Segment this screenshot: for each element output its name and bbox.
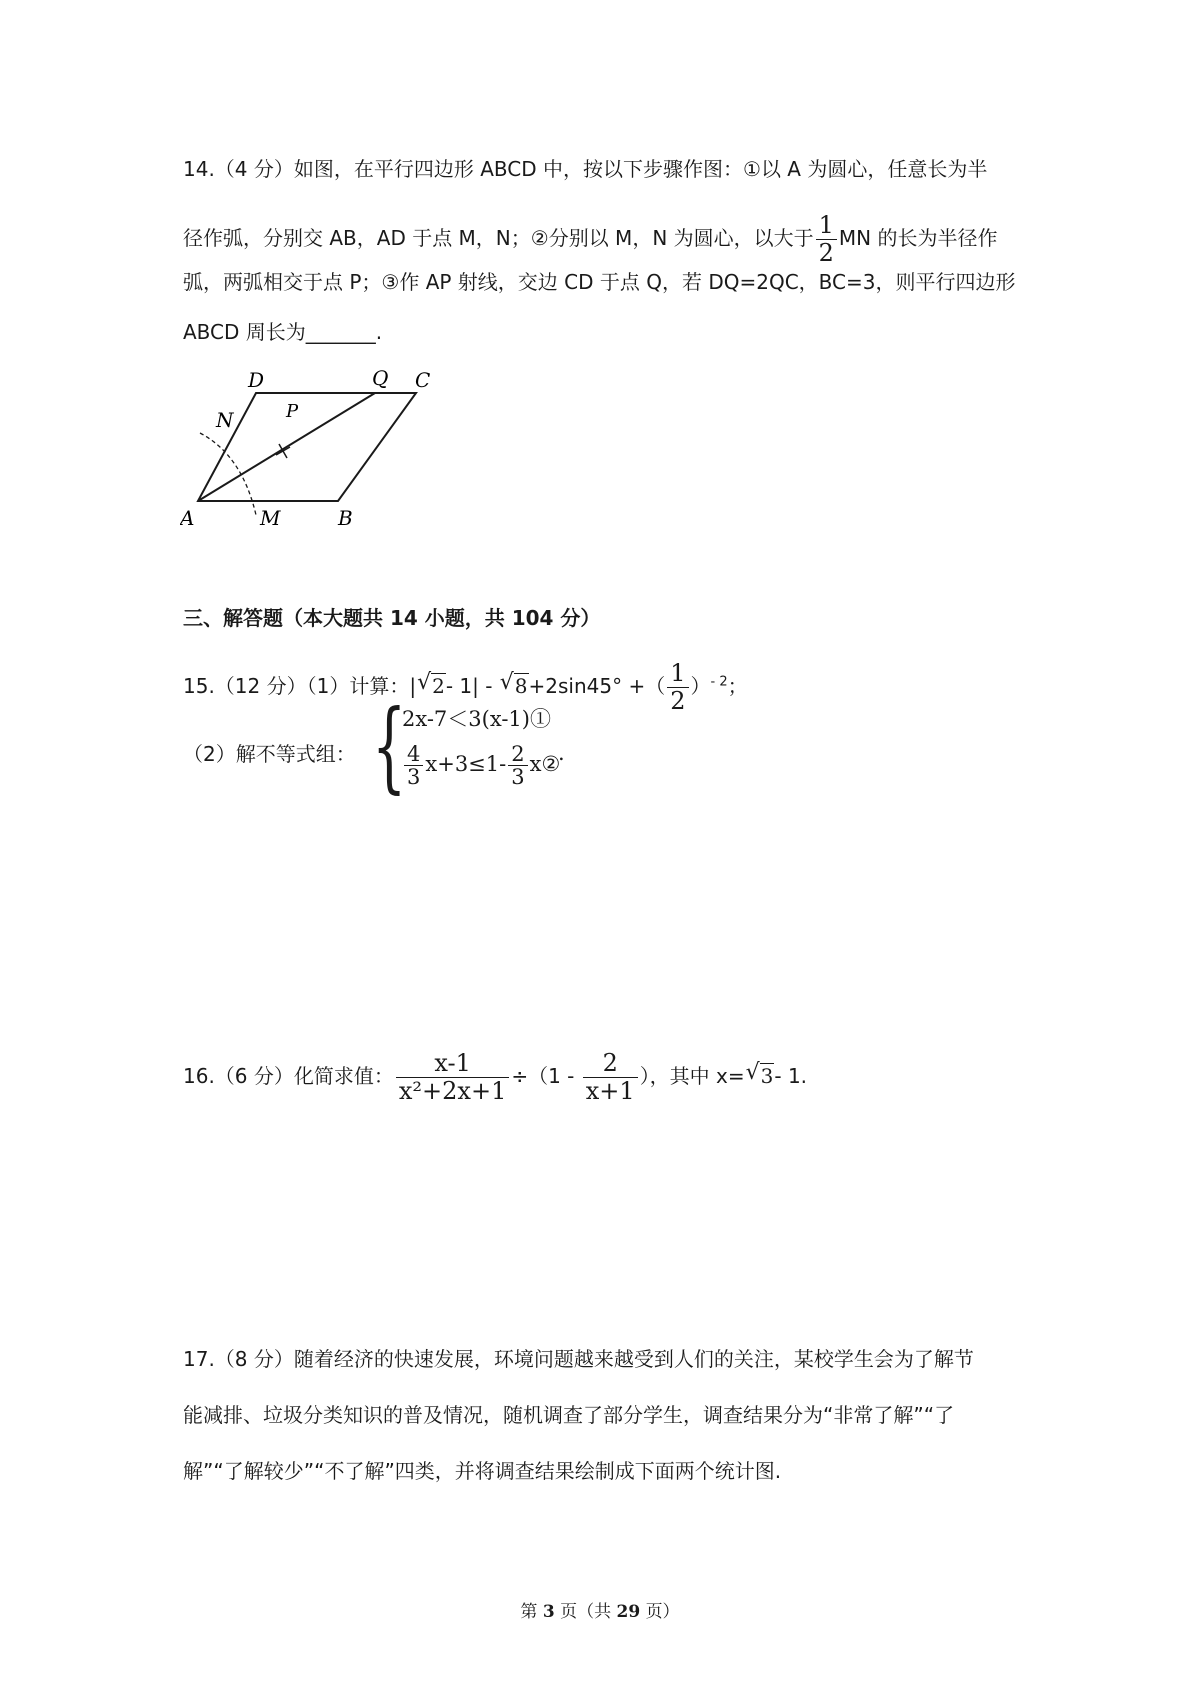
- q14-line3: 弧，两弧相交于点 P；③作 AP 射线，交边 CD 于点 Q，若 DQ=2QC，BC=3，则平行四边形: [183, 270, 1016, 294]
- q14-line2-a: 径作弧，分别交 AB，AD 于点 M，N；②分别以 M，N 为圆心，以大于: [183, 226, 814, 250]
- q16-prefix: 16.（6 分）化简求值：: [183, 1064, 394, 1088]
- label-q: Q: [372, 366, 389, 390]
- q14-frac-den: 2: [818, 239, 834, 267]
- inequality-1: 2x-7＜3(x-1)①: [402, 707, 551, 731]
- footer-post: 页）: [645, 1602, 680, 1622]
- q15-half-fraction: $\frac{1}{2}$: [667, 660, 688, 715]
- q15-part-c: ）: [690, 674, 711, 698]
- q15-part2-label: （2）解不等式组：: [183, 742, 356, 766]
- system-period: .: [558, 741, 565, 765]
- q15-part-b: +2sin45° +（: [528, 674, 666, 698]
- q15-part-a: - 1| -: [445, 674, 499, 698]
- ineq2-frac-2-3: $\frac{2}{3}$: [508, 743, 527, 788]
- q17-line3: 解”“了解较少”“不了解”四类，并将调查结果绘制成下面两个统计图.: [183, 1459, 782, 1483]
- inequality-2: [402, 743, 560, 788]
- label-a: A: [180, 506, 195, 530]
- label-c: C: [415, 368, 431, 392]
- q15-sqrt8: √ 8: [500, 672, 529, 700]
- label-n: N: [216, 408, 234, 432]
- ineq2-end: x②: [529, 752, 561, 776]
- label-p: P: [286, 401, 299, 422]
- ineq2-frac-4-3: $\frac{4}{3}$: [404, 743, 423, 788]
- q14-half-fraction: [816, 212, 837, 267]
- page-footer: [0, 1597, 1200, 1622]
- section-heading: 三、解答题（本大题共 14 小题，共 104 分）: [183, 606, 601, 630]
- q17-line1: 17.（8 分）随着经济的快速发展，环境问题越来越受到人们的关注，某校学生会为了解节: [183, 1347, 974, 1371]
- q14-line2: [183, 212, 998, 267]
- label-m: M: [260, 506, 281, 530]
- q16-sqrt3: √ 3: [746, 1062, 775, 1090]
- label-d: D: [248, 368, 265, 392]
- q14-line2-b: MN 的长为半径作: [838, 226, 998, 250]
- q14-line4: ABCD 周长为_______.: [183, 320, 383, 344]
- q16-tail: - 1.: [774, 1064, 808, 1088]
- q16-line: [183, 1050, 807, 1105]
- q15-tail: ；: [727, 674, 748, 698]
- system-brace: {: [372, 690, 407, 804]
- q16-fraction-1: $\frac{x-1}{\text{x²+2x+1}}$: [396, 1050, 509, 1105]
- footer-page-number: 3: [542, 1602, 555, 1622]
- footer-total-pages: 29: [616, 1602, 641, 1622]
- parallelogram-figure: [180, 365, 440, 530]
- footer-mid: 页（共: [560, 1602, 612, 1622]
- q17-line2: 能减排、垃圾分类知识的普及情况，随机调查了部分学生，调查结果分为“非常了解”“了: [183, 1403, 955, 1427]
- q14-frac-num: 1: [816, 212, 837, 240]
- q16-div: ÷（1 -: [511, 1064, 581, 1088]
- q16-mid: ），其中 x=: [639, 1064, 745, 1088]
- q15-exponent: - 2: [710, 674, 728, 690]
- label-b: B: [338, 506, 353, 530]
- q15-sqrt2: √ 2: [417, 672, 446, 700]
- ineq2-mid: x+3≤1-: [425, 752, 507, 776]
- footer-pre: 第: [520, 1602, 538, 1622]
- q16-fraction-2: $\frac{2}{x+1}$: [583, 1050, 638, 1105]
- q15-prefix: 15.（12 分）（1）计算：|: [183, 674, 417, 698]
- q14-line1: 14.（4 分）如图，在平行四边形 ABCD 中，按以下步骤作图：①以 A 为圆心，任意长为半: [183, 157, 988, 181]
